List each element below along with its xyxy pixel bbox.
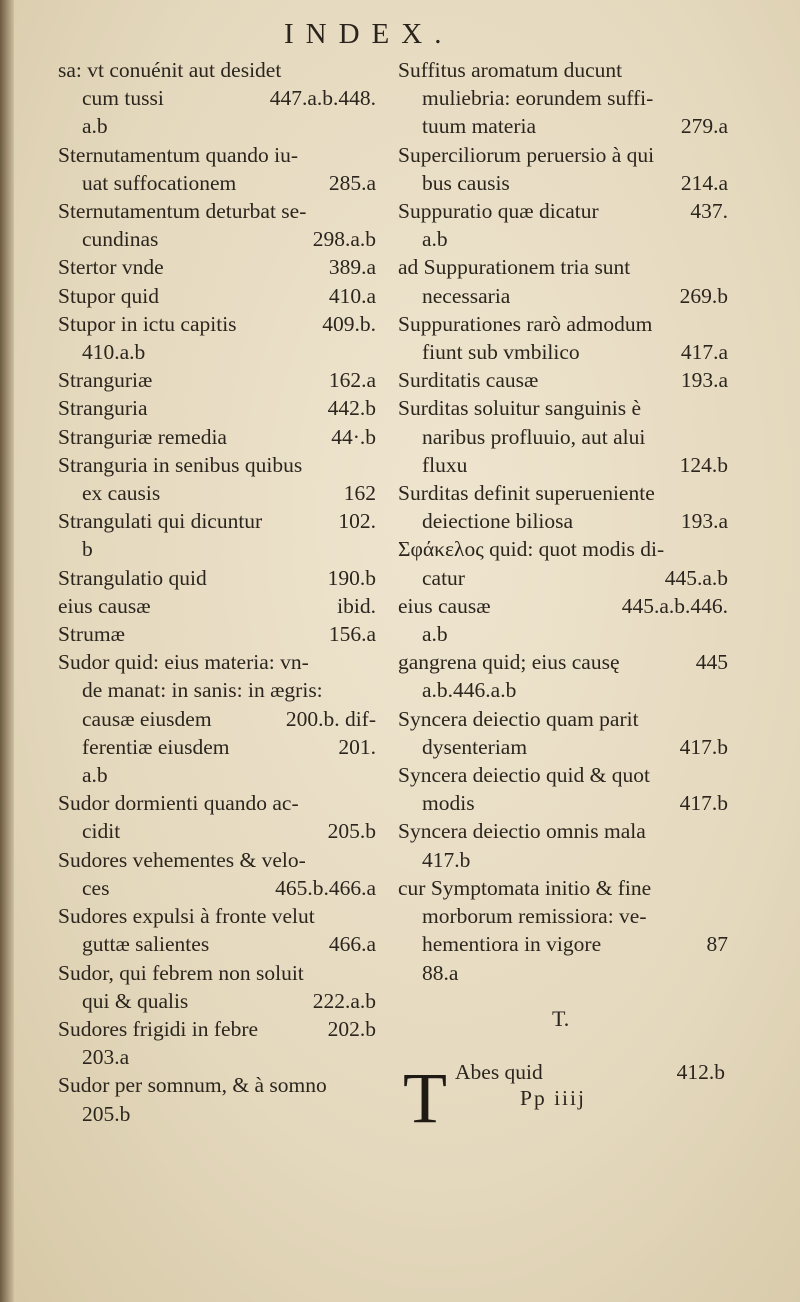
entry-text: a.b: [82, 763, 108, 788]
index-entry: [398, 310, 728, 366]
entry-text: gangrena quid; eius causę: [398, 650, 620, 675]
entry-ref: 190.b: [327, 565, 376, 590]
entry-line: [58, 282, 376, 310]
entry-ref: 193.a: [680, 368, 728, 393]
entry-text: Sudor per somnum, & à somno: [58, 1073, 327, 1098]
entry-text: Stranguriæ: [58, 368, 153, 393]
entry-ref: 437.: [690, 199, 728, 224]
entry-text: Sudor, qui febrem non soluit: [58, 960, 304, 985]
index-entry: [58, 310, 376, 366]
index-entry: [58, 56, 376, 141]
entry-line: [58, 874, 376, 902]
entry-line: [398, 394, 728, 422]
index-entry: [58, 959, 376, 1015]
entry-line: [58, 394, 376, 422]
entry-line: [58, 1071, 376, 1099]
entry-ref: 409.b.: [322, 311, 376, 336]
entry-text: cum tussi: [82, 86, 164, 111]
entry-text: Suffitus aromatum ducunt: [398, 58, 623, 82]
entry-text: de manat: in sanis: in ægris:: [82, 678, 323, 703]
entry-text: Syncera deiectio omnis mala: [398, 819, 646, 844]
entry-text: sa: vt conuénit aut desidet: [58, 58, 282, 82]
entry-line: [398, 733, 728, 761]
entry-ref: 445: [695, 650, 728, 675]
entry-text: ex causis: [82, 481, 161, 506]
index-entry: [398, 705, 728, 761]
entry-ref: 269.b: [679, 283, 728, 308]
index-entry: [58, 564, 376, 592]
index-column-left: [58, 56, 376, 1128]
entry-line: [58, 423, 376, 451]
entry-line: [398, 423, 728, 451]
entry-line: [58, 507, 376, 535]
entry-ref: 410.a: [328, 283, 376, 308]
entry-line: [398, 817, 728, 845]
entry-text: Stertor vnde: [58, 255, 164, 280]
entry-line: [58, 310, 376, 338]
entry-text: a.b: [422, 227, 448, 252]
entry-line: [58, 451, 376, 479]
entry-line: [398, 846, 728, 874]
entry-text: Abes quid: [455, 1060, 543, 1084]
index-entry: [58, 846, 376, 902]
entry-line: [398, 197, 728, 225]
entry-line: [58, 676, 376, 704]
entry-line: [398, 366, 728, 394]
entry-text: eius causæ: [58, 593, 151, 618]
entry-ref: 447.a.b.448.: [269, 86, 376, 111]
entry-text: uat suffocationem: [82, 170, 237, 195]
entry-text: 203.a: [82, 1045, 130, 1070]
index-entry: [398, 817, 728, 873]
index-entry: [398, 874, 728, 987]
entry-text: Sudores expulsi à fronte velut: [58, 904, 315, 929]
entry-text: dysenteriam: [422, 734, 528, 759]
entry-text: necessaria: [422, 283, 511, 308]
entry-line: [58, 253, 376, 281]
entry-text: deiectione biliosa: [422, 509, 574, 534]
entry-ref: 156.a: [328, 622, 376, 647]
entry-text: Strumæ: [58, 622, 125, 647]
entry-ref: 279.a: [680, 114, 728, 139]
entry-text: Sternutamentum deturbat se-: [58, 199, 307, 224]
entry-text: causæ eiusdem: [82, 706, 212, 731]
entry-text: 205.b: [82, 1101, 131, 1126]
entry-ref: 417.b: [679, 791, 728, 816]
entry-text: Strangulatio quid: [58, 565, 207, 590]
entry-text: tuum materia: [422, 114, 537, 139]
entry-text: cur Symptomata initio & fine: [398, 875, 652, 900]
entry-line: [398, 169, 728, 197]
index-entry: [398, 592, 728, 648]
entry-text: Stranguria in senibus quibus: [58, 452, 303, 477]
index-entry: [398, 648, 728, 704]
entry-ref: 445.a.b: [664, 565, 728, 590]
entry-ref: 202.b: [327, 1016, 376, 1041]
entry-text: Stupor in ictu capitis: [58, 311, 237, 336]
entry-line: [58, 620, 376, 648]
index-entry: [398, 479, 728, 535]
entry-line: [398, 874, 728, 902]
entry-text: Surditatis causæ: [398, 368, 539, 393]
index-entry: [58, 451, 376, 507]
entry-ref: 222.a.b: [312, 988, 376, 1013]
index-entry: [398, 535, 728, 591]
entry-line: [398, 564, 728, 592]
entry-text: Stranguriæ remedia: [58, 424, 227, 449]
entry-line: [398, 310, 728, 338]
entry-ref: 201.: [338, 734, 376, 759]
entry-line: [58, 479, 376, 507]
entry-line: [398, 225, 728, 253]
entry-text: a.b.446.a.b: [422, 678, 517, 703]
entry-ref: 285.a: [328, 170, 376, 195]
entry-line: [58, 761, 376, 789]
entry-text: cidit: [82, 819, 121, 844]
entry-line: [398, 789, 728, 817]
index-entry: [455, 1058, 725, 1086]
index-entry: [58, 141, 376, 197]
entry-line: [398, 282, 728, 310]
index-entry: [398, 761, 728, 817]
entry-line: [58, 56, 376, 84]
entry-text: Σφάκελος quid: quot modis di-: [398, 537, 665, 562]
entry-line: [398, 112, 728, 140]
entry-text: Strangulati qui dicuntur: [58, 509, 263, 534]
entry-text: Sudores frigidi in febre: [58, 1016, 259, 1041]
entry-line: [58, 705, 376, 733]
index-entry: [58, 197, 376, 253]
entry-ref: 205.b: [327, 819, 376, 844]
entry-line: [58, 112, 376, 140]
index-column-right: [398, 56, 728, 987]
entry-text: Sudor quid: eius materia: vn-: [58, 650, 309, 675]
entry-line: [398, 507, 728, 535]
index-entry: [58, 282, 376, 310]
entry-text: ferentiæ eiusdem: [82, 734, 230, 759]
entry-line: [58, 338, 376, 366]
entry-ref: 412.b: [676, 1060, 725, 1084]
entry-line: [58, 535, 376, 563]
index-entry: [58, 253, 376, 281]
entry-text: Sternutamentum quando iu-: [58, 142, 299, 167]
entry-line: [398, 676, 728, 704]
entry-line: [398, 338, 728, 366]
entry-line: [58, 930, 376, 958]
entry-line: [58, 733, 376, 761]
entry-line: [58, 84, 376, 112]
index-entry: [398, 197, 728, 253]
entry-line: [58, 1015, 376, 1043]
index-entry: [398, 253, 728, 309]
entry-text: eius causæ: [398, 593, 491, 618]
entry-line: [58, 846, 376, 874]
entry-ref: 200.b. dif-: [285, 706, 376, 731]
entry-line: [58, 225, 376, 253]
section-letter: T.: [552, 1006, 570, 1031]
index-entry: [398, 366, 728, 394]
entry-text: Suppuratio quæ dicatur: [398, 199, 599, 224]
entry-ref: 442.b: [327, 396, 376, 421]
entry-ref: 417.b: [679, 734, 728, 759]
entry-text: a.b: [422, 622, 448, 647]
entry-text: Stupor quid: [58, 283, 159, 308]
entry-line: [398, 84, 728, 112]
entry-text: a.b: [82, 114, 108, 139]
entry-ref: 298.a.b: [312, 227, 376, 252]
entry-line: [398, 959, 728, 987]
entry-line: [58, 648, 376, 676]
index-entry: [58, 592, 376, 620]
entry-text: bus causis: [422, 170, 510, 195]
entry-text: b: [82, 537, 93, 562]
entry-ref: 466.a: [328, 932, 376, 957]
entry-line: [398, 930, 728, 958]
index-entry: [58, 423, 376, 451]
entry-line: [398, 253, 728, 281]
entry-line: [398, 648, 728, 676]
entry-line: [58, 366, 376, 394]
index-entry: [58, 507, 376, 563]
entry-ref: 193.a: [680, 509, 728, 534]
entry-line: [398, 479, 728, 507]
entry-ref: 162.a: [328, 368, 376, 393]
entry-text: Sudor dormienti quando ac-: [58, 791, 299, 816]
entry-line: [58, 564, 376, 592]
entry-text: morborum remissiora: ve-: [422, 904, 647, 929]
index-entry: [58, 1071, 376, 1127]
entry-ref: 389.a: [328, 255, 376, 280]
signature-mark: Pp iiij: [520, 1086, 586, 1110]
entry-line: [398, 705, 728, 733]
index-entry: [398, 141, 728, 197]
entry-ref: 124.b: [679, 452, 728, 477]
entry-line: [58, 592, 376, 620]
index-entry: [58, 902, 376, 958]
entry-text: fluxu: [422, 452, 468, 477]
index-entry: [58, 394, 376, 422]
entry-text: ad Suppurationem tria sunt: [398, 255, 631, 280]
entry-text: Syncera deiectio quam parit: [398, 706, 639, 731]
entry-ref: 162: [343, 481, 376, 506]
entry-line: [58, 959, 376, 987]
entry-line: [398, 620, 728, 648]
entry-line: [398, 56, 728, 84]
entry-line: [58, 141, 376, 169]
entry-ref: 102.: [338, 509, 376, 534]
entry-text: Syncera deiectio quid & quot: [398, 763, 650, 788]
entry-line: [58, 1100, 376, 1128]
entry-text: 417.b: [422, 847, 471, 872]
entry-ref: 44·.b: [331, 424, 376, 449]
entry-text: 410.a.b: [82, 340, 146, 365]
entry-text: modis: [422, 791, 475, 816]
index-entry: [398, 394, 728, 479]
entry-ref: 445.a.b.446.: [621, 593, 728, 618]
entry-text: Surditas definit superueniente: [398, 481, 655, 506]
entry-line: [58, 987, 376, 1015]
index-entry: [58, 789, 376, 845]
entry-text: cundinas: [82, 227, 159, 252]
entry-ref: ibid.: [337, 593, 376, 618]
entry-text: catur: [422, 565, 465, 590]
entry-line: [58, 1043, 376, 1071]
entry-ref: 465.b.466.a: [275, 875, 376, 900]
entry-ref: 417.a: [680, 340, 728, 365]
entry-line: [58, 197, 376, 225]
index-entry: [58, 648, 376, 789]
entry-line: [58, 789, 376, 817]
entry-line: [398, 761, 728, 789]
entry-line: [398, 141, 728, 169]
entry-text: 88.a: [422, 960, 459, 985]
entry-text: Sudores vehementes & velo-: [58, 847, 306, 872]
entry-text: fiunt sub vmbilico: [422, 340, 580, 365]
index-entry: [58, 620, 376, 648]
entry-text: hementiora in vigore: [422, 932, 602, 957]
entry-text: Suppurationes rarò admodum: [398, 311, 653, 336]
entry-text: ces: [82, 875, 110, 900]
entry-line: [398, 451, 728, 479]
entry-text: guttæ salientes: [82, 932, 210, 957]
page-title: INDEX.: [284, 18, 454, 50]
entry-text: naribus profluuio, aut alui: [422, 424, 646, 449]
entry-ref: 214.a: [680, 170, 728, 195]
entry-text: Superciliorum peruersio à qui: [398, 142, 655, 167]
entry-line: [58, 817, 376, 845]
index-entry: [58, 366, 376, 394]
entry-line: [398, 592, 728, 620]
entry-line: [398, 902, 728, 930]
entry-text: qui & qualis: [82, 988, 189, 1013]
entry-ref: 87: [706, 932, 728, 957]
entry-text: Surditas soluitur sanguinis è: [398, 396, 642, 421]
index-entry: [398, 56, 728, 141]
entry-line: [398, 535, 728, 563]
entry-text: muliebria: eorundem suffi-: [422, 86, 654, 111]
drop-cap: T: [403, 1058, 447, 1138]
index-entry: [58, 1015, 376, 1071]
entry-line: [58, 169, 376, 197]
entry-text: Stranguria: [58, 396, 148, 421]
book-binding-edge: [0, 0, 14, 1302]
entry-line: [58, 902, 376, 930]
